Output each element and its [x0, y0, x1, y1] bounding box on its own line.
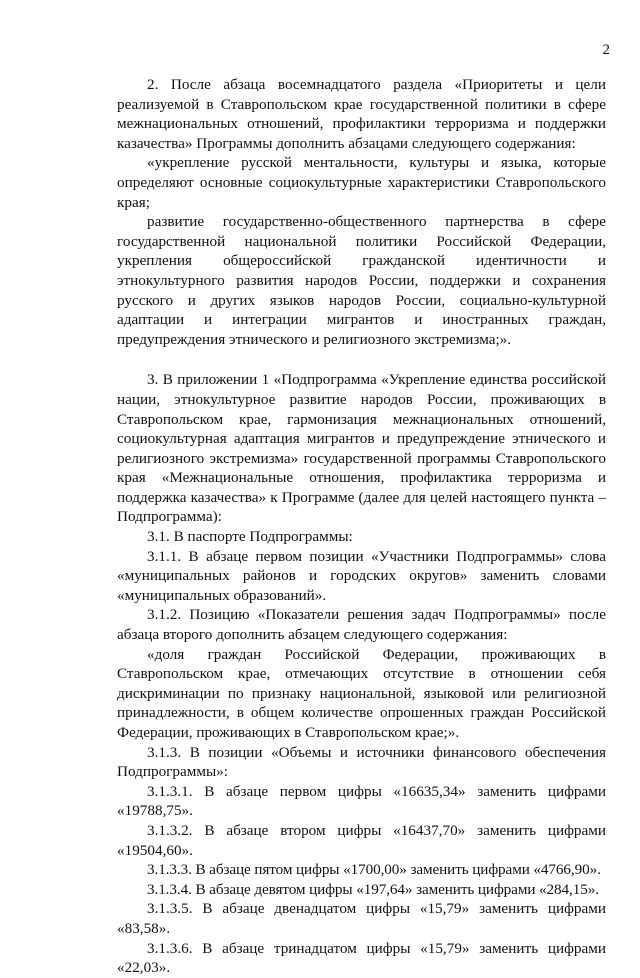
paragraph-3: 3. В приложении 1 «Подпрограмма «Укрепление единства российской нации, этнокультурное развитие народов России, проживающих в Ставропольском крае, гармонизация межнациональных отношений, социокультурная адаптация мигрантов и предупреждение этнического и религиозного экстремизма» государственной программы Ставропольского края «Межнациональные отношения, профилактика терроризма и поддержка казачества» к Программе (далее для целей настоящего пункта – Подпрограмма): — [117, 371, 606, 526]
paragraph-3-1-3-6: 3.1.3.6. В абзаце тринадцатом цифры «15,79» заменить цифрами «22,03». — [117, 939, 606, 977]
document-body — [117, 75, 606, 978]
paragraph-3-1-3-5: 3.1.3.5. В абзаце двенадцатом цифры «15,79» заменить цифрами «83,58». — [117, 900, 606, 937]
paragraph-quote-3: «доля граждан Российской Федерации, проживающих в Ставропольском крае, отмечающих отсутствие в отношении себя дискриминации по признаку национальной, языковой или религиозной принадлежности, в общем количестве опрошенных граждан Российской Федерации, проживающих в Ставропольском крае;». — [117, 645, 606, 741]
paragraph-3-1-3-4: 3.1.3.4. В абзаце девятом цифры «197,64» заменить цифрами «284,15». — [147, 880, 599, 898]
paragraph-3-1: 3.1. В паспорте Подпрограммы: — [147, 528, 353, 546]
paragraph-quote-2: развитие государственно-общественного партнерства в сфере государственной национальной политики Российской Федерации, укрепления общероссийской гражданской идентичности и этнокультурного развития народов России, поддержки и сохранения русского и других языков народов России, социально-культурной адаптации и интеграции мигрантов и иностранных граждан, предупреждения этнического и религиозного экстремизма;». — [117, 213, 606, 348]
paragraph-3-1-3-2: 3.1.3.2. В абзаце втором цифры «16437,70» заменить цифрами «19504,60». — [117, 821, 606, 859]
paragraph-3-1-2: 3.1.2. Позицию «Показатели решения задач Подпрограммы» после абзаца второго дополнить абзацем следующего содержания: — [117, 606, 606, 644]
paragraph-3-1-3: 3.1.3. В позиции «Объемы и источники финансового обеспечения Подпрограммы»: — [117, 743, 606, 781]
page-number: 2 — [602, 42, 610, 58]
paragraph-3-1-3-1: 3.1.3.1. В абзаце первом цифры «16635,34» заменить цифрами «19788,75». — [117, 782, 606, 820]
paragraph-3-1-1: 3.1.1. В абзаце первом позиции «Участники Подпрограммы» слова «муниципальных районов и городских округов» заменить словами «муниципальных образований». — [117, 547, 606, 604]
paragraph-2: 2. После абзаца восемнадцатого раздела «Приоритеты и цели реализуемой в Ставропольском крае государственной политики в сфере межнациональных отношений, профилактики терроризма и поддержки казачества» Программы дополнить абзацами следующего содержания: — [117, 76, 606, 152]
paragraph-gap — [117, 349, 606, 370]
paragraph-quote-1: «укрепление русской ментальности, культуры и языка, которые определяют основные социокультурные характеристики Ставропольского края; — [117, 154, 606, 211]
paragraph-3-1-3-3: 3.1.3.3. В абзаце пятом цифры «1700,00» заменить цифрами «4766,90». — [147, 861, 601, 879]
